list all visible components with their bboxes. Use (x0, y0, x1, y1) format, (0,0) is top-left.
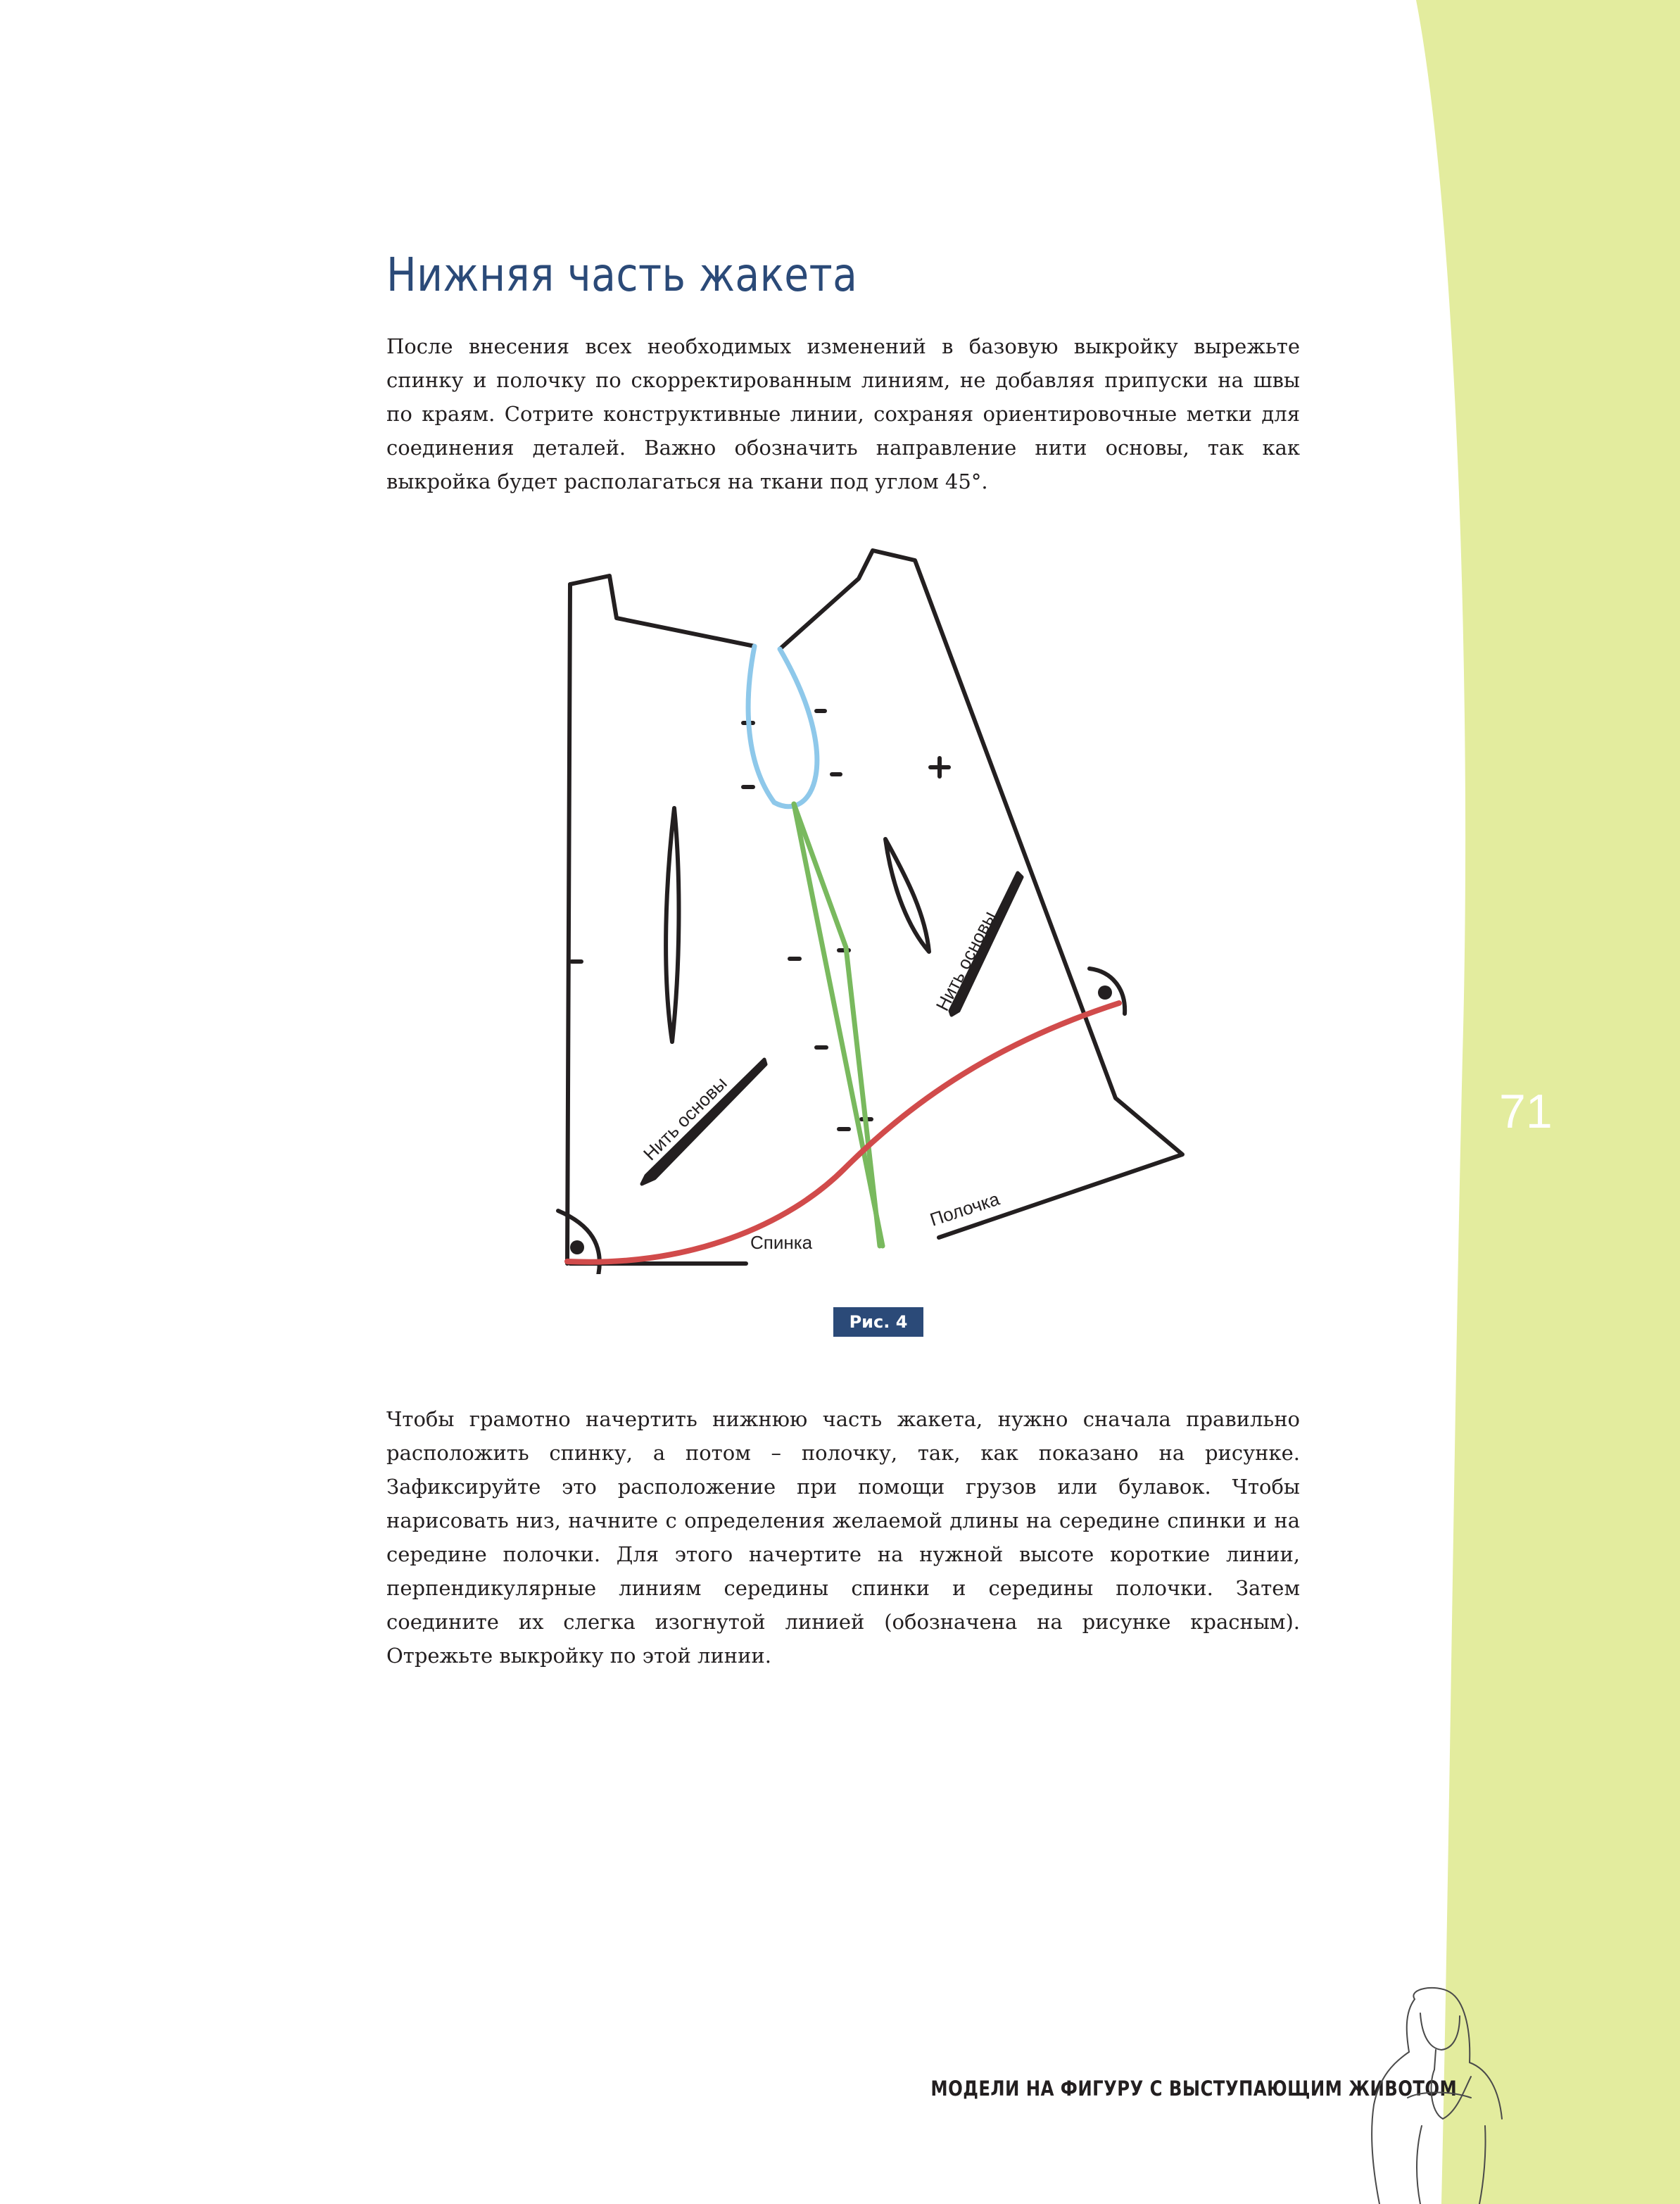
intro-paragraph: После внесения всех необходимых изменений в базовую выкройку вырежьте спинку и полочку по скорректированным линиям, не добавляя припуски на швы по краям. Сотрите конструктивные линии, сохраняя ориентировочные метки для соединения деталей. Важно обозначить направление нити основы, так как выкройка будет располагаться на ткани под углом 45°. (386, 334, 1300, 493)
corner-dot-back (570, 1240, 584, 1254)
pattern-diagram (549, 535, 1204, 1274)
grain-arrow-back (642, 1059, 766, 1184)
page-number: 71 (1499, 1085, 1553, 1138)
body-paragraph: Чтобы грамотно начертить нижнюю часть жакета, нужно сначала правильно расположить спинку, а потом – полочку, так, как показано на рисунке. Зафиксируйте это расположение при помощи грузов или булавок. Чтобы нарисовать низ, начните с определения желаемой длины на середине спинки и на середине полочки. Для этого начертите на нужной высоте короткие линии, перпендикулярные линиям середины спинки и середины полочки. Затем соедините их слегка изогнутой линией (обозначена на рисунке красным). Отрежьте выкройку по этой линии. (386, 1407, 1300, 1668)
neckline-curve (748, 646, 817, 807)
figure-caption: Рис. 4 (833, 1307, 923, 1337)
woman-sketch-illustration (1365, 1985, 1506, 2204)
back-outline (570, 576, 754, 646)
back-center-line (567, 584, 570, 1264)
front-dart (885, 839, 929, 952)
label-back: Спинка (750, 1232, 813, 1253)
section-heading: Нижняя часть жакета (386, 248, 858, 302)
back-dart (666, 808, 678, 1042)
label-front: Полочка (927, 1188, 1002, 1230)
corner-dot-front (1098, 985, 1112, 1000)
label-grain-back: Нить основы (639, 1072, 731, 1165)
running-title-text: МОДЕЛИ НА ФИГУРУ С ВЫСТУПАЮЩИМ ЖИВОТОМ (930, 2077, 1458, 2101)
label-grain-front: Нить основы (931, 907, 1000, 1014)
running-title (830, 2077, 1458, 2101)
front-center-line (794, 804, 883, 1246)
front-outline (780, 550, 1182, 1238)
